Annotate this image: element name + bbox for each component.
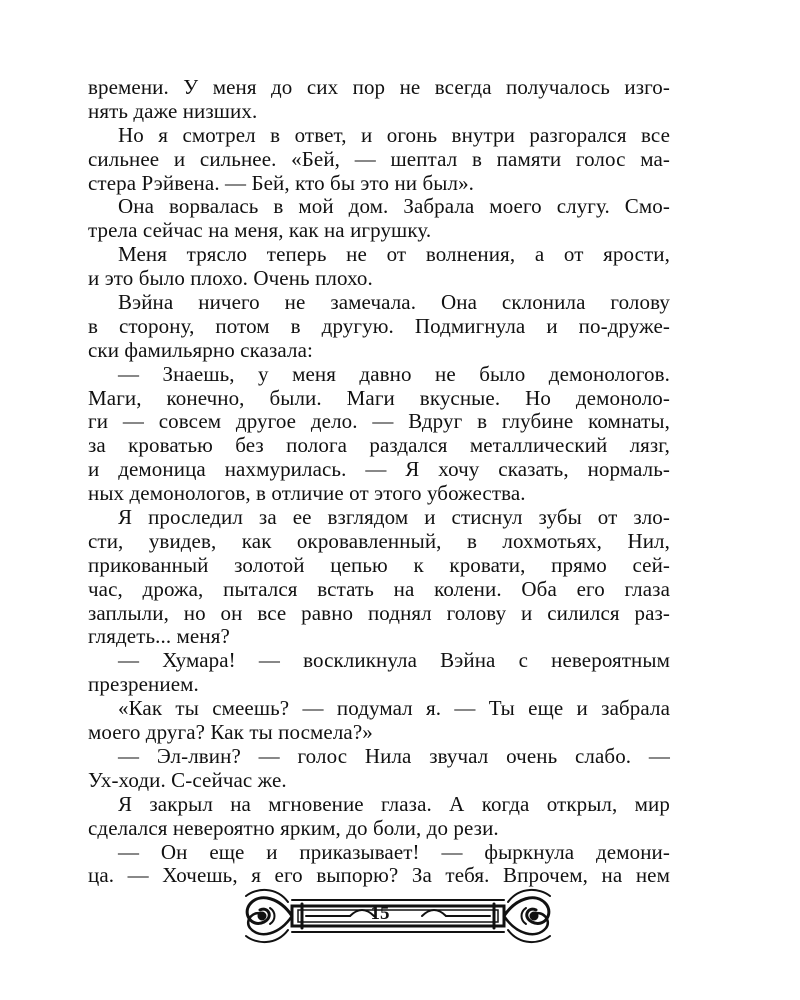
text-line: в сторону, потом в другую. Подмигнула и по-друже- (88, 313, 670, 338)
text-line: сти, увидев, как окровавленный, в лохмотьях, Нил, (88, 528, 670, 553)
text-line: сильнее и сильнее. «Бей, — шептал в памяти голос ма- (88, 146, 670, 171)
text-line: и демоница нахмурилась. — Я хочу сказать, нормаль- (88, 457, 670, 482)
text-line: Я закрыл на мгновение глаза. А когда открыл, мир (118, 791, 670, 816)
text-line: презрением. (88, 672, 199, 697)
text-line: и это было плохо. Очень плохо. (88, 266, 373, 291)
text-line: Я проследил за ее взглядом и стиснул зубы от зло- (118, 505, 670, 530)
text-line: времени. У меня до сих пор не всегда получалось изго- (88, 75, 670, 99)
text-line: «Как ты смеешь? — подумал я. — Ты еще и забрала (118, 696, 670, 721)
body-text (88, 76, 670, 888)
text-line: — Эл-лвин? — голос Нила звучал очень слабо. — (118, 743, 670, 768)
text-line: — Он еще и приказывает! — фыркнула демони- (118, 839, 670, 864)
text-line: заплыли, но он все равно поднял голову и силился раз- (88, 600, 670, 625)
text-line: ца. — Хочешь, я его выпорю? За тебя. Впрочем, на нем (88, 863, 670, 888)
text-line: глядеть... меня? (88, 624, 230, 649)
text-line: Она ворвалась в мой дом. Забрала моего слугу. Смо- (118, 194, 670, 219)
text-line: моего друга? Как ты посмела?» (88, 720, 373, 745)
text-line: трела сейчас на меня, как на игрушку. (88, 218, 432, 243)
page-number: 15 (370, 903, 390, 924)
text-line: Ух-ходи. С-сейчас же. (88, 767, 287, 792)
text-line: нять даже низших. (88, 98, 258, 123)
text-line: стера Рэйвена. — Бей, кто бы это ни был». (88, 170, 475, 195)
text-line: Маги, конечно, были. Маги вкусные. Но демоноло- (88, 385, 670, 410)
text-line: прикованный золотой цепью к кровати, прямо сей- (88, 552, 670, 577)
text-line: ски фамильярно сказала: (88, 337, 313, 362)
text-line: ги — совсем другое дело. — Вдруг в глубине комнаты, (88, 409, 670, 434)
text-line: Вэйна ничего не замечала. Она склонила голову (118, 290, 670, 315)
text-line: час, дрожа, пытался встать на колени. Оба его глаза (88, 576, 670, 601)
text-line: за кроватью без полога раздался металлический лязг, (88, 433, 670, 458)
text-line: сделался невероятно ярким, до боли, до рези. (88, 815, 499, 840)
text-line: Меня трясло теперь не от волнения, а от ярости, (118, 242, 670, 267)
text-line: — Хумара! — воскликнула Вэйна с невероятным (118, 648, 670, 673)
text-line: ных демонологов, в отличие от этого убожества. (88, 481, 526, 506)
text-line: — Знаешь, у меня давно не было демонологов. (118, 361, 670, 386)
text-line: Но я смотрел в ответ, и огонь внутри разгорался все (118, 122, 670, 147)
